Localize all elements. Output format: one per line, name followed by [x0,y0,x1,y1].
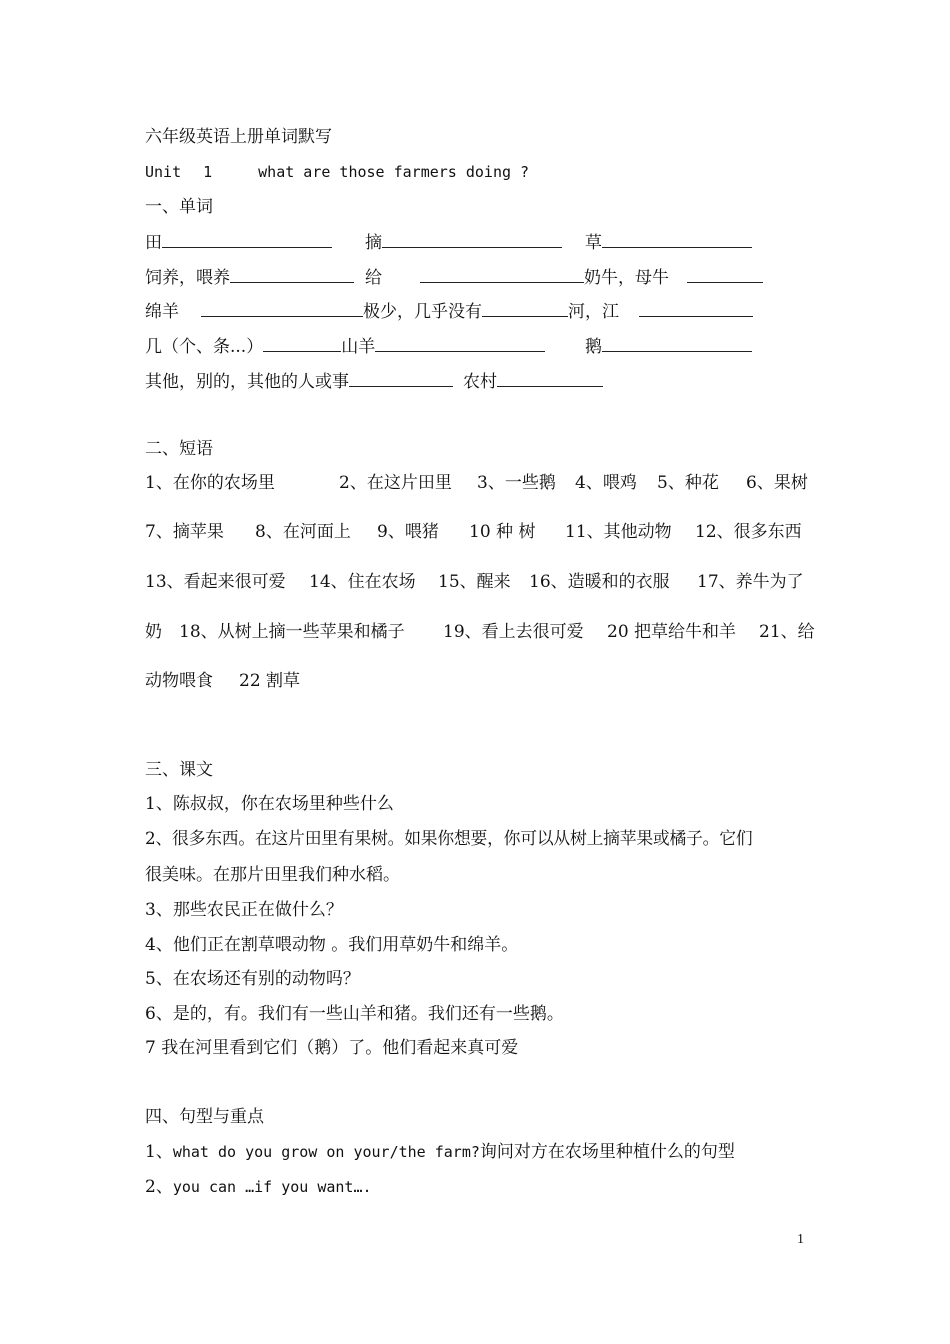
word-cow: 奶牛，母牛 [584,268,669,288]
phrase-item: 5、种花 [657,473,719,493]
unit-label: Unit [145,163,182,181]
phrase-item: 1、在你的农场里 [145,473,275,493]
phrase-item: 11、其他动物 [565,522,672,542]
text-line: 5、在农场还有别的动物吗？ [145,969,360,989]
pattern-line-1 [145,1140,735,1164]
phrase-row-4 [145,620,815,644]
answer-blank[interactable] [349,368,453,387]
phrase-item: 18、从树上摘一些苹果和橘子 [179,622,405,642]
section-patterns-heading: 四、句型与重点 [145,1107,264,1127]
phrase-row-5 [145,669,810,693]
text-line: 很美味。在那片田里我们种水稻。 [145,865,400,885]
phrase-item: 20 把草给牛和羊 [607,622,737,642]
answer-blank[interactable] [382,229,562,248]
answer-blank[interactable] [482,298,568,317]
word-sheep: 绵羊 [145,302,179,322]
word-countryside: 农村 [463,372,497,392]
phrase-row-2 [145,520,810,544]
phrase-row-1 [145,471,810,495]
pattern-english: what do you grow on your/the farm? [172,1143,480,1161]
pattern-line-2 [145,1175,372,1199]
phrase-item: 动物喂食 [145,671,213,691]
document-title: 六年级英语上册单词默写 [145,127,332,147]
answer-blank[interactable] [497,368,603,387]
section-phrases-heading: 二、短语 [145,439,213,459]
phrase-item: 16、造暖和的衣服 [529,572,670,592]
answer-blank[interactable] [602,333,752,352]
phrase-item: 奶 [145,622,162,642]
phrase-item: 10 种 树 [469,522,536,542]
word-goat: 山羊 [341,337,376,357]
page-number: 1 [797,1232,804,1247]
pattern-english: you can …if you want…. [172,1178,372,1196]
word-field: 田 [145,233,162,253]
answer-blank[interactable] [230,264,354,283]
word-pick: 摘 [365,233,382,253]
answer-blank[interactable] [602,229,752,248]
text-line: 6、是的，有。我们有一些山羊和猪。我们还有一些鹅。 [145,1004,564,1024]
phrase-item: 7、摘苹果 [145,522,224,542]
word-feed: 饲养，喂养 [145,268,230,288]
text-line: 4、他们正在割草喂动物 。我们用草奶牛和绵羊。 [145,935,519,955]
unit-name: what are those farmers doing ? [258,163,530,181]
word-grass: 草 [585,233,602,253]
text-line: 1、陈叔叔，你在农场里种些什么 [145,794,394,814]
phrase-item: 12、很多东西 [695,522,802,542]
word-few: 极少，几乎没有 [363,302,482,322]
answer-blank[interactable] [263,333,341,352]
phrase-item: 9、喂猪 [377,522,439,542]
answer-blank[interactable] [201,298,363,317]
word-goose: 鹅 [585,337,602,357]
phrase-item: 14、住在农场 [309,572,416,592]
phrase-item: 6、果树 [746,473,808,493]
phrase-item: 3、一些鹅 [477,473,556,493]
answer-blank[interactable] [420,264,584,283]
pattern-number: 1、 [145,1142,173,1162]
answer-blank[interactable] [639,298,753,317]
word-row-2 [145,264,805,288]
phrase-item: 15、醒来 [438,572,511,592]
answer-blank[interactable] [162,229,332,248]
phrase-item: 2、在这片田里 [339,473,452,493]
word-row-1 [145,229,805,253]
phrase-item: 13、看起来很可爱 [145,572,286,592]
word-row-4 [145,333,805,357]
text-line: 3、那些农民正在做什么？ [145,900,343,920]
word-some: 几（个、条...） [145,337,264,357]
phrase-item: 21、给 [759,622,815,642]
word-other: 其他，别的，其他的人或事 [145,372,349,392]
section-text-heading: 三、课文 [145,760,213,780]
pattern-chinese: 询问对方在农场里种植什么的句型 [479,1142,735,1162]
answer-blank[interactable] [687,264,763,283]
phrase-item: 22 割草 [239,671,301,691]
phrase-item: 19、看上去很可爱 [443,622,584,642]
unit-heading [145,160,529,184]
word-row-5 [145,368,805,392]
word-river: 河，江 [568,302,619,322]
unit-number: 1 [203,163,213,181]
phrase-item: 17、养牛为了 [697,572,804,592]
phrase-item: 4、喂鸡 [575,473,637,493]
text-line: 7 我在河里看到它们（鹅）了。他们看起来真可爱 [145,1038,519,1058]
text-line: 2、很多东西。在这片田里有果树。如果你想要，你可以从树上摘苹果或橘子。它们 [145,828,753,848]
word-give: 给 [365,268,382,288]
pattern-number: 2、 [145,1177,173,1197]
answer-blank[interactable] [375,333,545,352]
phrase-row-3 [145,570,810,594]
phrase-item: 8、在河面上 [255,522,351,542]
word-row-3 [145,298,805,322]
section-words-heading: 一、单词 [145,197,213,217]
